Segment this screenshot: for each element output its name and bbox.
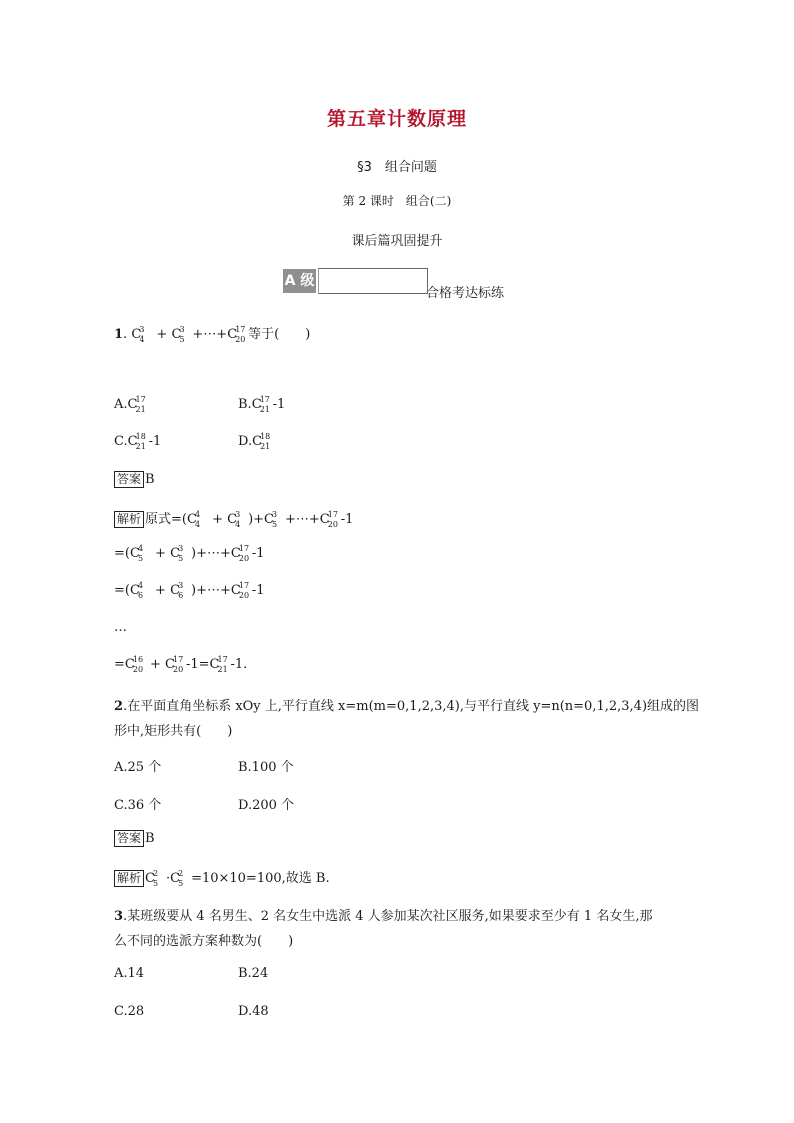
q3-option-d: D.48	[238, 1004, 269, 1019]
q3-option-c: C.28	[114, 1004, 145, 1019]
q1-analysis-ellipsis: …	[114, 620, 127, 635]
q2-number: 2	[114, 699, 124, 714]
answer-tag: 答案	[114, 830, 144, 847]
q2-stem-line1: 2.在平面直角坐标系 xOy 上,平行直线 x=m(m=0,1,2,3,4),与平行直线 y=n(n=0,1,2,3,4)组成的图	[114, 699, 700, 714]
q3-option-a: A.14	[114, 966, 145, 981]
analysis-tag: 解析	[114, 870, 144, 887]
analysis-tag: 解析	[114, 511, 144, 528]
q1-option-d: D.C 18 21	[238, 432, 271, 451]
level-box	[318, 268, 428, 294]
q1-option-b: B.C 17 21 -1	[238, 395, 286, 414]
q2-stem-line2: 形中,矩形共有( )	[114, 724, 233, 739]
q3-number: 3	[114, 909, 124, 924]
q1-analysis-line3: =(C 4 6 + C 3 6 )+⋯+C 17 20 -1	[114, 581, 265, 600]
q1-option-c: C.C 18 21 -1	[114, 432, 162, 451]
q1-analysis-line1: 解析 原式=(C 4 4 + C 3 4 )+C 3 5 +⋯+C 17 20 -1	[114, 508, 353, 528]
q3-stem-line1: 3.某班级要从 4 名男生、2 名女生中选派 4 人参加某次社区服务,如果要求至少有 1 名女生,那	[114, 909, 653, 924]
q1-analysis-line5: =C 16 20 + C 17 20 -1=C 17 21 -1.	[114, 655, 248, 674]
q3-stem-line2: 么不同的选派方案种数为( )	[114, 934, 294, 949]
section-heading: §3 组合问题	[357, 160, 437, 175]
q1-stem-text: 等于( )	[248, 327, 311, 342]
q3-option-b: B.24	[238, 966, 269, 981]
lesson-heading: 第 2 课时 组合(二)	[342, 194, 452, 208]
level-badge: A 级	[283, 269, 316, 293]
q1-answer: 答案 B	[114, 471, 155, 488]
level-text: 合格考达标练	[426, 286, 505, 301]
chapter-title: 第五章计数原理	[326, 108, 467, 130]
q2-answer: 答案 B	[114, 830, 155, 847]
q1-option-a: A.C 17 21	[114, 395, 146, 414]
q2-analysis: 解析 C 2 5 ·C 2 5 =10×10=100,故选 B.	[114, 867, 330, 887]
q2-option-c: C.36 个	[114, 798, 162, 813]
q1-stem: 1. C 3 4 + C 3 5 +⋯+C 17 20 等于( )	[114, 325, 311, 344]
answer-tag: 答案	[114, 471, 144, 488]
after-class-heading: 课后篇巩固提升	[351, 234, 443, 249]
q2-option-a: A.25 个	[114, 760, 162, 775]
q1-analysis-line2: =(C 4 5 + C 3 5 )+⋯+C 17 20 -1	[114, 544, 265, 563]
q2-option-d: D.200 个	[238, 798, 295, 813]
q2-option-b: B.100 个	[238, 760, 294, 775]
q1-number: 1	[114, 327, 124, 342]
